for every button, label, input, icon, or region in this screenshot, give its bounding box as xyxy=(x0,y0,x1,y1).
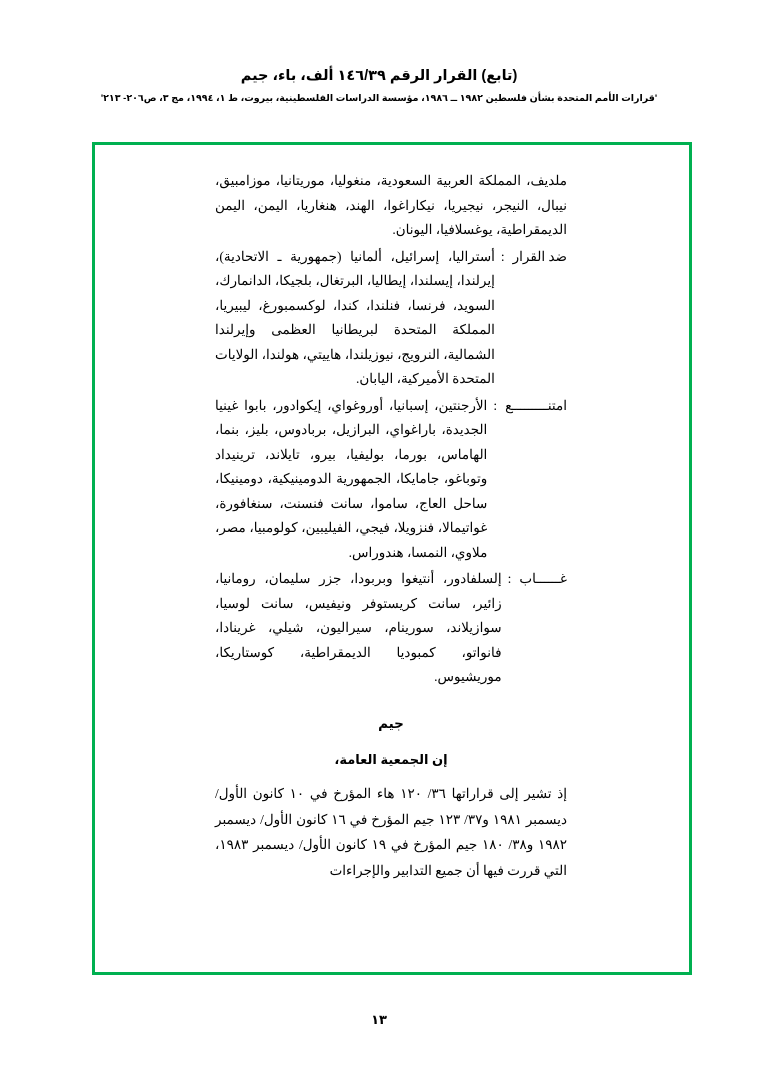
source-citation: 'قرارات الأمم المتحدة بشأن فلسطين ١٩٨٢ ــ ١٩٨٦، مؤسسة الدراسات الفلسطينية، بيروت، ط ١، ١٩٩٤، مج ٣، ص٢٠٦- ٢١٣' xyxy=(100,93,658,104)
page-header xyxy=(0,0,758,104)
vote-group-abstained-colon: : xyxy=(493,397,498,413)
vote-group-abstained xyxy=(215,394,567,566)
page-title: (تابع) القرار الرقم ١٤٦/٣٩ ألف، باء، جيم xyxy=(240,68,518,84)
assembly-lead-line: إن الجمعية العامة، xyxy=(334,751,448,767)
paragraph-recalling-resolutions: إذ تشير إلى قراراتها ٣٦/ ١٢٠ هاء المؤرخ في ١٠ كانون الأول/ ديسمبر ١٩٨١ و٣٧/ ١٢٣ جيم المؤرخ في ١٦ كانون الأول/ ديسمبر ١٩٨٢ و٣٨/ ١٨٠ جيم المؤرخ في ١٩ كانون الأول/ ديسمبر ١٩٨٣، التي قررت فيها أن جميع التدابير والإجراءات xyxy=(215,786,567,878)
vote-group-against-colon: : xyxy=(500,248,505,264)
document-body xyxy=(215,169,567,897)
vote-group-against-label: ضد القرار xyxy=(512,248,567,264)
vote-group-absent-text: إلسلفادور، أنتيغوا وبربودا، جزر سليمان، رومانيا، زائير، سانت كريستوفر ونيفيس، سانت لوسيا، سوازيلاند، سورينام، سيراليون، شيلي، غرينادا، فانواتو، كمبوديا الديمقراطية، كوستاريكا، موريشيوس. xyxy=(215,571,502,684)
vote-group-abstained-label: امتنـــــــــع xyxy=(505,397,567,413)
section-heading: جيم xyxy=(378,715,404,731)
vote-group-absent xyxy=(215,567,567,690)
vote-group-absent-label: غــــــاب xyxy=(519,571,567,586)
vote-group-against xyxy=(215,245,567,392)
page-number: ١٣ xyxy=(371,1012,387,1027)
paragraph-continued-vote-list: ملديف، المملكة العربية السعودية، منغوليا، موريتانيا، موزامبيق، نيبال، النيجر، نيجيريا، نيكاراغوا، الهند، هنغاريا، اليمن، اليمن الديمقراطية، يوغسلافيا، اليونان. xyxy=(215,173,567,237)
vote-group-absent-colon: : xyxy=(507,571,512,586)
vote-group-abstained-text: الأرجنتين، إسبانيا، أوروغواي، إيكوادور، بابوا غينيا الجديدة، باراغواي، البرازيل، بربادوس، بليز، بنما، الهاماس، بورما، بوليفيا، بيرو، تايلاند، ترينيداد وتوباغو، جامايكا، الجمهورية الدومينيكية، دومينيكا، ساحل العاج، ساموا، سانت فنسنت، سنغافورة، غواتيمالا، فنزويلا، فيجي، الفيليبين، كولومبيا، مصر، ملاوي، النمسا، هندوراس. xyxy=(215,397,488,560)
content-frame xyxy=(92,142,692,975)
vote-group-against-text: أستراليا، إسرائيل، ألمانيا (جمهورية ـ الاتحادية)، إيرلندا، إيسلندا، إيطاليا، البرتغال، بلجيكا، الدانمارك، السويد، فرنسا، فنلندا، كندا، لوكسمبورغ، ليبيريا، المملكة المتحدة لبريطانيا العظمى وإيرلندا الشمالية، النرويج، نيوزيلندا، هاييتي، هولندا، الولايات المتحدة الأميركية، اليابان. xyxy=(215,248,495,386)
